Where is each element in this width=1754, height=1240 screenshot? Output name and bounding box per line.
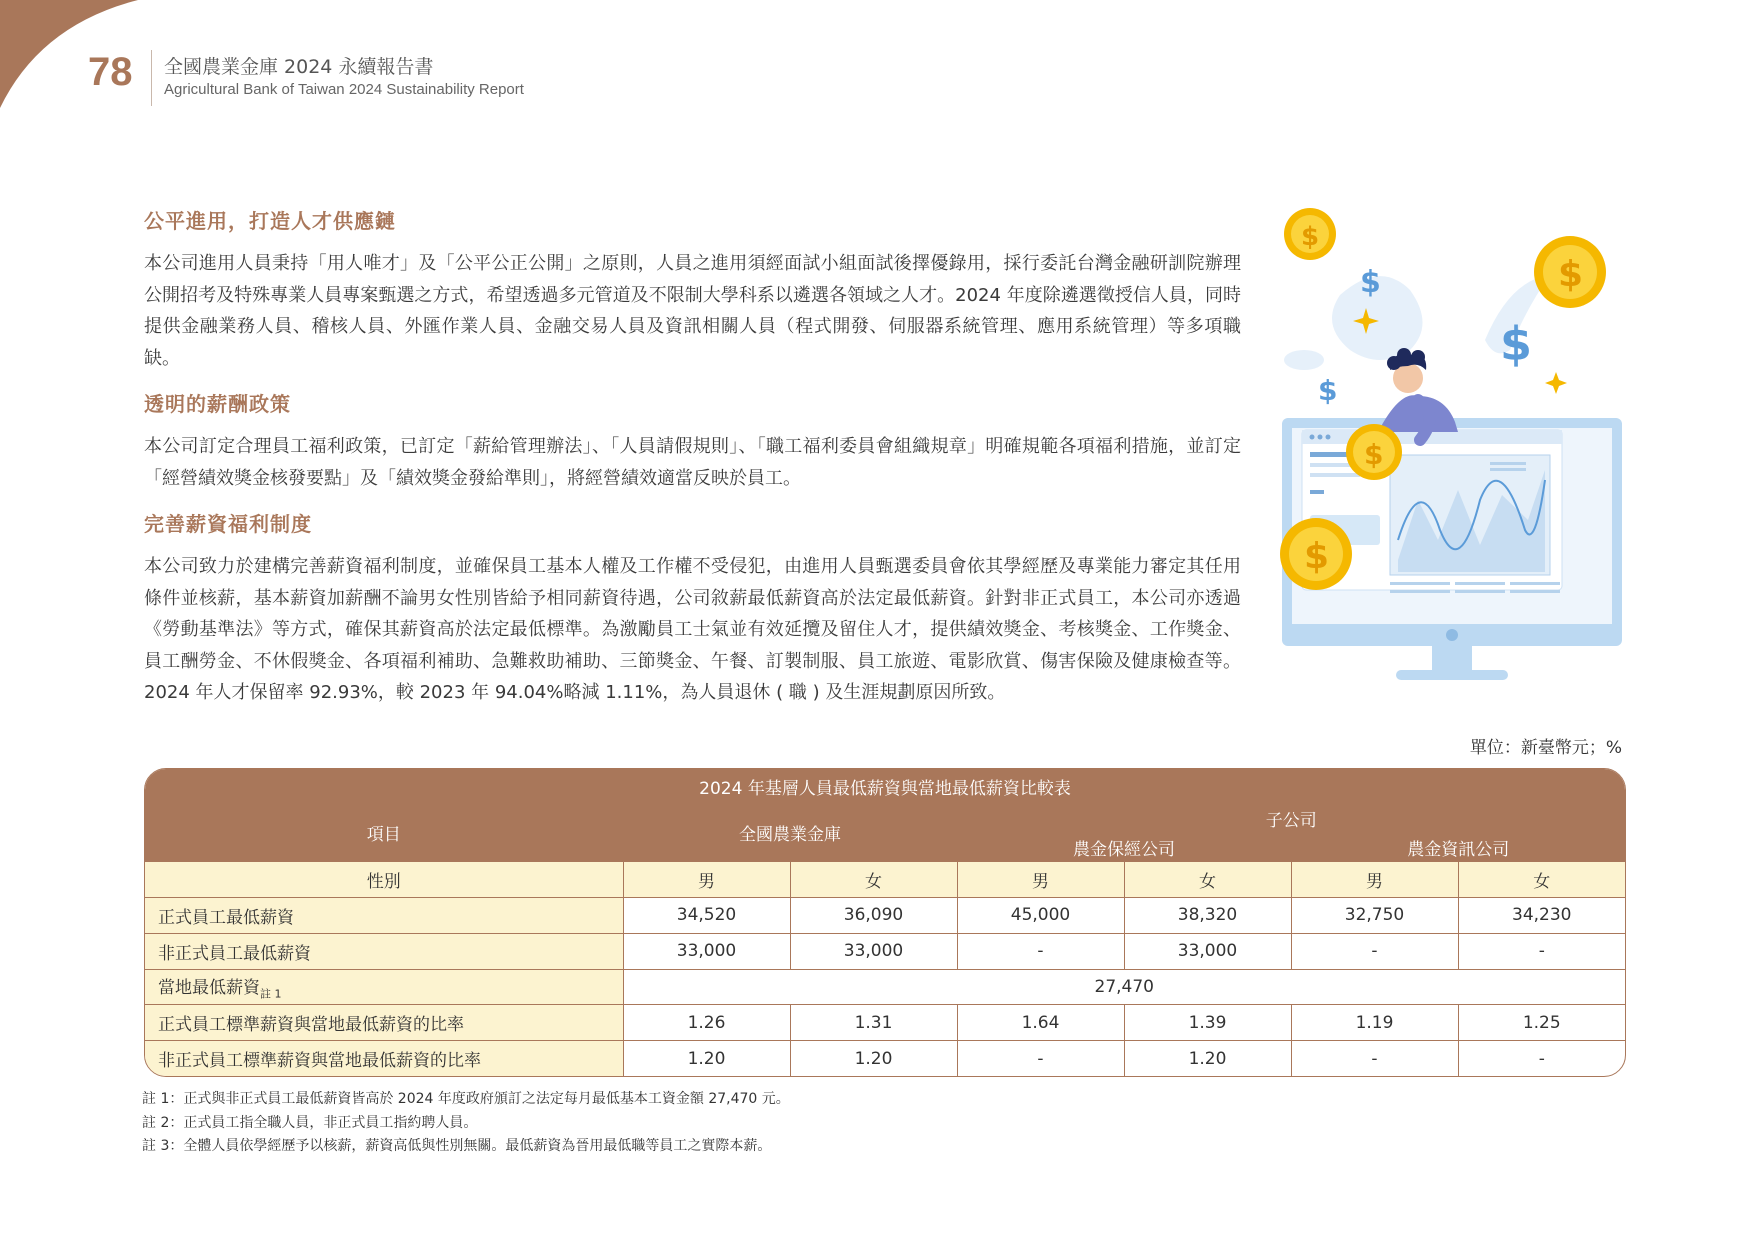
table-row xyxy=(145,933,1625,969)
table-cell: - xyxy=(1291,933,1458,969)
footnote-3: 註 3：全體人員依學經歷予以核薪，薪資高低與性別無關。最低薪資為晉用最低職等員工之實際本薪。 xyxy=(142,1138,772,1154)
table-cell: 33,000 xyxy=(623,933,790,969)
page-number: 78 xyxy=(88,50,133,94)
svg-text:$: $ xyxy=(1318,374,1338,407)
table-cell: 1.20 xyxy=(1124,1041,1291,1076)
col-header-bank: 全國農業金庫 xyxy=(623,804,957,861)
table-cell: 1.39 xyxy=(1124,1005,1291,1041)
table-cell: - xyxy=(957,933,1124,969)
table-row xyxy=(145,897,1625,933)
table-cell: 1.25 xyxy=(1458,1005,1625,1041)
table-cell: 33,000 xyxy=(790,933,957,969)
sex-male: 男 xyxy=(957,862,1124,898)
col-header-item: 項目 xyxy=(145,804,623,861)
footnote-ref: 註 1 xyxy=(260,987,282,1001)
svg-text:$: $ xyxy=(1500,317,1533,371)
row-label xyxy=(145,969,623,1005)
table-cell: 1.64 xyxy=(957,1005,1124,1041)
table-cell: 1.26 xyxy=(623,1005,790,1041)
table-cell: - xyxy=(1458,933,1625,969)
sex-female: 女 xyxy=(1458,862,1625,898)
section-body-fair-hiring: 本公司進用人員秉持「用人唯才」及「公平公正公開」之原則，人員之進用須經面試小組面試後擇優錄用，採行委託台灣金融研訓院辦理公開招考及特殊專業人員專案甄選之方式，希望透過多元管道及不限制大學科系以遴選各領域之人才。2024 年度除遴選徵授信人員，同時提供金融業務人員、稽核人員、外匯作業人員、金融交易人員及資訊相關人員（程式開發、伺服器系統管理、應用系統管理）等多項職缺。 xyxy=(144,253,1241,369)
header-divider xyxy=(151,50,152,106)
table-cell: 45,000 xyxy=(957,897,1124,933)
table-cell: 1.20 xyxy=(790,1041,957,1076)
svg-text:$: $ xyxy=(1301,222,1320,252)
table-cell: 38,320 xyxy=(1124,897,1291,933)
sex-male: 男 xyxy=(1291,862,1458,898)
section-heading-fair-hiring: 公平進用，打造人才供應鏈 xyxy=(144,209,396,233)
table-title: 2024 年基層人員最低薪資與當地最低薪資比較表 xyxy=(145,769,1625,804)
svg-text:$: $ xyxy=(1364,438,1384,471)
main-text xyxy=(144,205,1241,723)
report-title-en: Agricultural Bank of Taiwan 2024 Sustainability Report xyxy=(164,81,524,98)
report-title-zh: 全國農業金庫 2024 永續報告書 xyxy=(164,56,434,78)
sex-female: 女 xyxy=(1124,862,1291,898)
table-cell-merged: 27,470 xyxy=(623,969,1625,1005)
svg-text:$: $ xyxy=(1558,254,1584,295)
section-body-salary-policy: 本公司訂定合理員工福利政策，已訂定「薪給管理辦法」、「人員請假規則」、「職工福利委員會組織規章」明確規範各項福利措施，並訂定「經營績效獎金核發要點」及「績效獎金發給準則」，將經營績效適當反映於員工。 xyxy=(144,436,1241,489)
table-cell: 34,230 xyxy=(1458,897,1625,933)
table-row xyxy=(145,969,1625,1005)
row-label: 正式員工最低薪資 xyxy=(145,897,623,933)
row-label: 正式員工標準薪資與當地最低薪資的比率 xyxy=(145,1005,623,1041)
section-body-benefits: 本公司致力於建構完善薪資福利制度，並確保員工基本人權及工作權不受侵犯，由進用人員甄選委員會依其學經歷及專業能力審定其任用條件並核薪，基本薪資加薪酬不論男女性別皆給予相同薪資待遇，公司敘薪最低薪資高於法定最低薪資。針對非正式員工，本公司亦透過《勞動基準法》等方式，確保其薪資高於法定最低標準。為激勵員工士氣並有效延攬及留住人才，提供績效獎金、考核獎金、工作獎金、員工酬勞金、不休假獎金、各項福利補助、急難救助補助、三節獎金、午餐、訂製制服、員工旅遊、電影欣賞、傷害保險及健康檢查等。2024 年人才保留率 92.93%，較 2023 年 94.04%略減 1.11%，為人員退休 ( 職 ) 及生涯規劃原因所致。 xyxy=(144,556,1241,703)
col-header-info-company: 農金資訊公司 xyxy=(1291,833,1625,862)
salary-comparison-table xyxy=(144,768,1626,1077)
table-cell: 32,750 xyxy=(1291,897,1458,933)
col-header-insurance-broker: 農金保經公司 xyxy=(957,833,1291,862)
section-heading-salary-policy: 透明的薪酬政策 xyxy=(144,392,291,416)
footnote-2: 註 2：正式員工指全職人員，非正式員工指約聘人員。 xyxy=(142,1114,478,1131)
table-cell: - xyxy=(957,1041,1124,1076)
row-label: 非正式員工最低薪資 xyxy=(145,933,623,969)
table-cell: 1.20 xyxy=(623,1041,790,1076)
table-cell: 34,520 xyxy=(623,897,790,933)
sex-female: 女 xyxy=(790,862,957,898)
footnote-1: 註 1：正式與非正式員工最低薪資皆高於 2024 年度政府頒訂之法定每月最低基本工資金額 27,470 元。 xyxy=(142,1091,790,1107)
sex-label: 性別 xyxy=(145,862,623,898)
svg-text:$: $ xyxy=(1360,265,1381,300)
row-label-text: 當地最低薪資 xyxy=(158,977,260,998)
table-cell: 1.19 xyxy=(1291,1005,1458,1041)
table-cell: 36,090 xyxy=(790,897,957,933)
svg-text:$: $ xyxy=(1304,536,1330,577)
table-cell: 1.31 xyxy=(790,1005,957,1041)
salary-illustration xyxy=(1270,200,1650,700)
table-cell: - xyxy=(1291,1041,1458,1076)
table-row xyxy=(145,1041,1625,1076)
section-heading-benefits: 完善薪資福利制度 xyxy=(144,512,312,536)
table-row xyxy=(145,1005,1625,1041)
row-label: 非正式員工標準薪資與當地最低薪資的比率 xyxy=(145,1041,623,1076)
unit-label: 單位：新臺幣元；% xyxy=(1469,738,1622,758)
sex-male: 男 xyxy=(623,862,790,898)
footnotes xyxy=(142,1088,790,1159)
col-header-subsidiary: 子公司 xyxy=(957,804,1625,833)
table-cell: - xyxy=(1458,1041,1625,1076)
table-cell: 33,000 xyxy=(1124,933,1291,969)
